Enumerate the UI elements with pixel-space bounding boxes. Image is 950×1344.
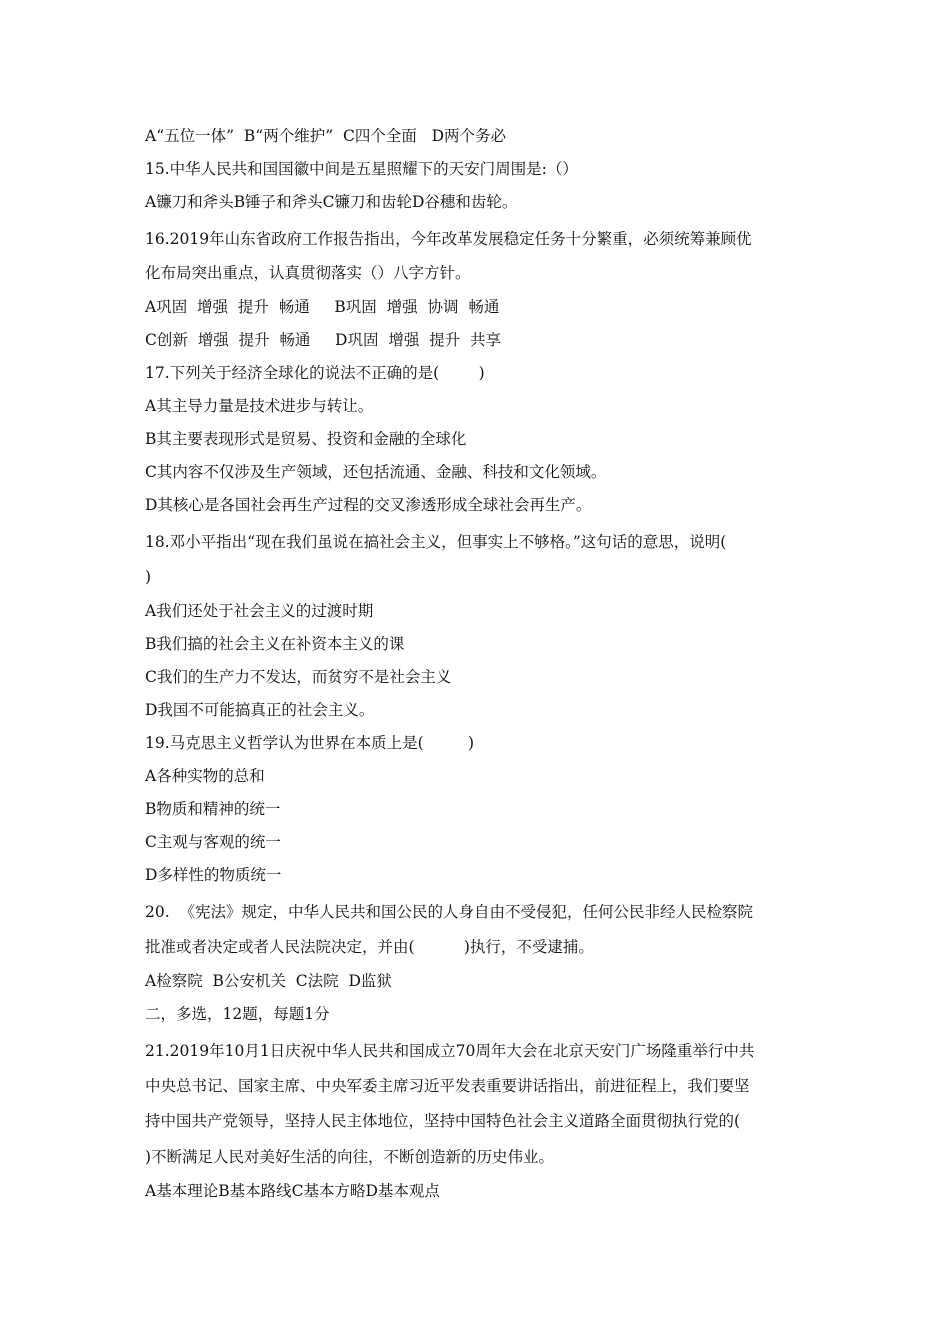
q18-option-c: C我们的生产力不发达，而贫穷不是社会主义 — [145, 668, 452, 686]
q19-option-a: A各种实物的总和 — [145, 767, 265, 785]
q21-question-line-3: 持中国共产党领导，坚持人民主体地位，坚持中国特色社会主义道路全面贯彻执行党的( — [145, 1112, 741, 1130]
q20-question-line-2: 批准或者决定或者人民法院决定，并由( )执行，不受逮捕。 — [145, 938, 594, 956]
q21-question-line-2: 中央总书记、国家主席、中央军委主席习近平发表重要讲话指出，前进征程上，我们要坚 — [145, 1077, 750, 1095]
q21-question-line-4: )不断满足人民对美好生活的向往，不断创造新的历史伟业。 — [145, 1148, 555, 1166]
q18-option-a: A我们还处于社会主义的过渡时期 — [145, 602, 374, 620]
q19-option-b: B物质和精神的统一 — [145, 800, 281, 818]
q16-options-cd: C创新 增强 提升 畅通 D巩固 增强 提升 共享 — [145, 331, 502, 349]
q17-option-c: C其内容不仅涉及生产领域，还包括流通、金融、科技和文化领域。 — [145, 463, 607, 481]
q16-options-ab: A巩固 增强 提升 畅通 B巩固 增强 协调 畅通 — [145, 298, 500, 316]
section-heading-multiple-choice: 二，多选，12题，每题1分 — [145, 1005, 330, 1023]
q18-option-b: B我们搞的社会主义在补资本主义的课 — [145, 635, 405, 653]
q17-question: 17.下列关于经济全球化的说法不正确的是( ) — [145, 364, 485, 382]
q16-question-line-1: 16.2019年山东省政府工作报告指出，今年改革发展稳定任务十分繁重，必须统筹兼顾优 — [145, 230, 752, 248]
q19-option-d: D多样性的物质统一 — [145, 866, 282, 884]
q18-option-d: D我国不可能搞真正的社会主义。 — [145, 701, 375, 719]
q17-option-b: B其主要表现形式是贸易、投资和金融的全球化 — [145, 430, 467, 448]
q17-option-d: D其核心是各国社会再生产过程的交叉渗透形成全球社会再生产。 — [145, 496, 592, 514]
q19-option-c: C主观与客观的统一 — [145, 833, 281, 851]
q18-question-line-1: 18.邓小平指出“现在我们虽说在搞社会主义，但事实上不够格。”这句话的意思，说明( — [145, 533, 727, 551]
q19-question: 19.马克思主义哲学认为世界在本质上是( ) — [145, 734, 475, 752]
q17-option-a: A其主导力量是技术进步与转让。 — [145, 397, 374, 415]
q21-question-line-1: 21.2019年10月1日庆祝中华人民共和国成立70周年大会在北京天安门广场隆重举行中共 — [145, 1042, 755, 1060]
q16-question-line-2: 化布局突出重点，认真贯彻落实（）八字方针。 — [145, 264, 471, 282]
q20-question-line-1: 20. 《宪法》规定，中华人民共和国公民的人身自由不受侵犯，任何公民非经人民检察院 — [145, 903, 754, 921]
q18-question-line-2: ) — [145, 568, 152, 586]
q21-options: A基本理论B基本路线C基本方略D基本观点 — [145, 1182, 440, 1200]
q15-question: 15.中华人民共和国国徽中间是五星照耀下的天安门周围是:（） — [145, 160, 578, 178]
q20-options: A检察院 B公安机关 C法院 D监狱 — [145, 972, 392, 990]
q14-options: A“五位一体” B“两个维护” C四个全面 D两个务必 — [145, 127, 507, 145]
q15-options: A镰刀和斧头B锤子和斧头C镰刀和齿轮D谷穗和齿轮。 — [145, 193, 518, 211]
